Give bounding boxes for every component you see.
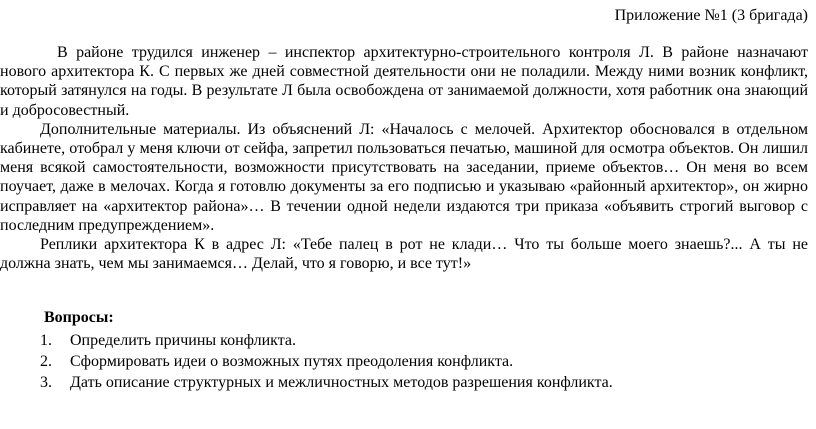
question-number: 1.	[40, 332, 52, 349]
case-paragraph: Реплики архитектора К в адрес Л: «Тебе палец в рот не клади… Что ты больше моего знаешь?... А ты не должна знать, чем мы занимаемся… Делай, что я говорю, и все тут!»	[0, 236, 808, 273]
case-text	[0, 43, 808, 273]
question-item	[0, 372, 808, 393]
question-item	[0, 351, 808, 372]
question-text: Дать описание структурных и межличностных методов разрешения конфликта.	[70, 374, 613, 391]
question-number: 3.	[40, 374, 52, 391]
question-number: 2.	[40, 353, 52, 370]
question-item	[0, 330, 808, 351]
question-text: Определить причины конфликта.	[70, 332, 297, 349]
appendix-label: Приложение №1 (3 бригада)	[614, 7, 808, 24]
question-text: Сформировать идеи о возможных путях преодоления конфликта.	[70, 353, 514, 370]
case-paragraph: Дополнительные материалы. Из объяснений Л: «Началось с мелочей. Архитектор обосновался в отдельном кабинете, отобрал у меня ключи от сейфа, запретил пользоваться печатью, машиной для осмотра объектов. Он лишил меня всякой самостоятельности, возможности присутствовать на заседании, приеме объектов… Он меня во всем поучает, даже в мелочах. Когда я готовлю документы за его подписью и указываю «районный архитектор», он жирно исправляет на «архитектор района»… В течении одной недели издаются три приказа «объявить строгий выговор с последним предупреждением».	[0, 120, 808, 234]
questions-heading: Вопросы:	[44, 309, 114, 326]
questions-section	[0, 307, 808, 393]
questions-list	[0, 330, 808, 393]
case-paragraph: В районе трудился инженер – инспектор архитектурно-строительного контроля Л. В районе назначают нового архитектора К. С первых же дней совместной деятельности они не поладили. Между ними возник конфликт, который затянулся на годы. В результате Л была освобождена от занимаемой должности, хотя работник она знающий и добросовестный.	[0, 44, 808, 119]
